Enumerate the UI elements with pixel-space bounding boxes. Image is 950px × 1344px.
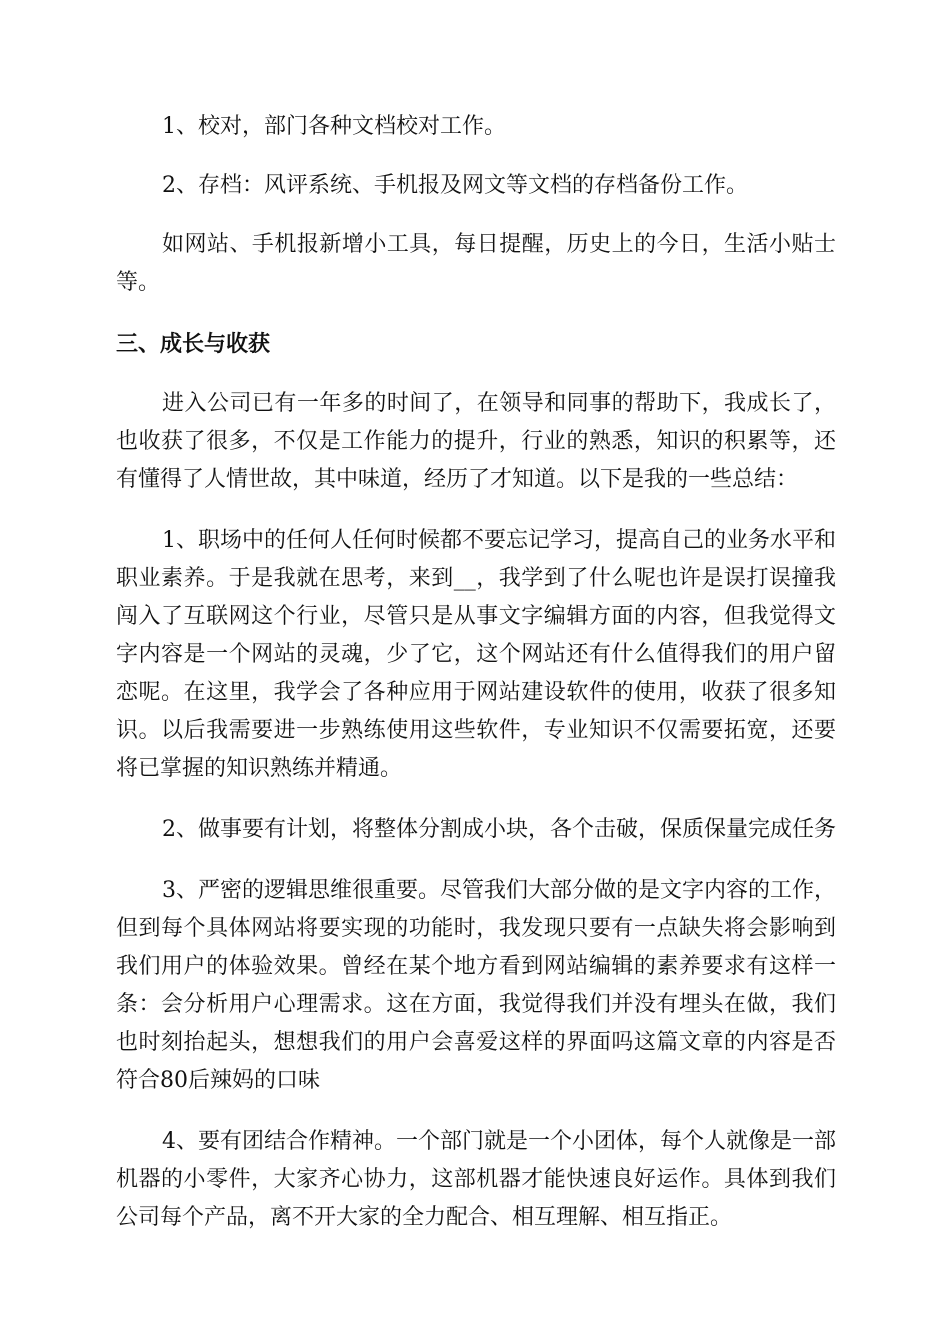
- paragraph-point-2: 2、做事要有计划，将整体分割成小块，各个击破，保质保量完成任务: [162, 817, 836, 842]
- paragraph-point-4: 4、要有团结合作精神。一个部门就是一个小团体，每个人就像是一部机器的小零件，大家齐心协力，这部机器才能快速良好运作。具体到我们公司每个产品，离不开大家的全力配合、相互理解、相互指正。: [116, 1129, 836, 1230]
- paragraph-intro: 进入公司已有一年多的时间了，在领导和同事的帮助下，我成长了，也收获了很多，不仅是工作能力的提升，行业的熟悉，知识的积累等，还有懂得了人情世故，其中味道，经历了才知道。以下是我的一些总结：: [116, 391, 836, 492]
- paragraph-point-3: 3、严密的逻辑思维很重要。尽管我们大部分做的是文字内容的工作，但到每个具体网站将要实现的功能时，我发现只要有一点缺失将会影响到我们用户的体验效果。曾经在某个地方看到网站编辑的素养要求有这样一条：会分析用户心理需求。这在方面，我觉得我们并没有埋头在做，我们也时刻抬起头，想想我们的用户会喜爱这样的界面吗这篇文章的内容是否符合80后辣妈的口味: [116, 878, 836, 1093]
- section-heading: 三、成长与收获: [116, 332, 271, 357]
- paragraph-point-1: 1、职场中的任何人任何时候都不要忘记学习，提高自己的业务水平和职业素养。于是我就在思考，来到__，我学到了什么呢也许是误打误撞我闯入了互联网这个行业，尽管只是从事文字编辑方面的内容，但我觉得文字内容是一个网站的灵魂，少了它，这个网站还有什么值得我们的用户留恋呢。在这里，我学会了各种应用于网站建设软件的使用，收获了很多知识。以后我需要进一步熟练使用这些软件，专业知识不仅需要拓宽，还要将已掌握的知识熟练并精通。: [116, 528, 836, 781]
- document-page: [116, 108, 836, 1237]
- paragraph-tools: 如网站、手机报新增小工具，每日提醒，历史上的今日，生活小贴士等。: [116, 232, 836, 295]
- paragraph-archiving: 2、存档：风评系统、手机报及网文等文档的存档备份工作。: [162, 173, 748, 198]
- paragraph-proofreading: 1、校对，部门各种文档校对工作。: [162, 114, 506, 139]
